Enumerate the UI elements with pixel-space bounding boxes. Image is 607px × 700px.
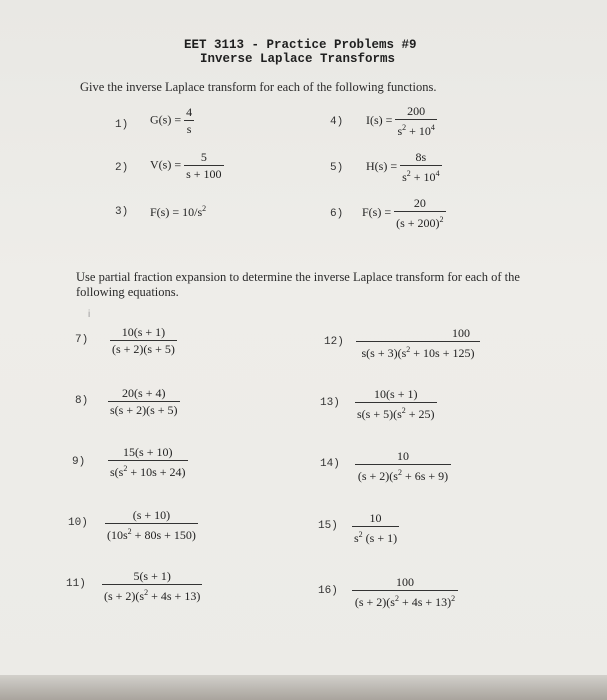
- equation-lhs: G(s) =: [150, 112, 182, 127]
- problem-number: 7): [75, 334, 89, 346]
- numerator: 5(s + 1): [102, 569, 202, 585]
- section1-instruction: Give the inverse Laplace transform for each of the following functions.: [80, 80, 437, 94]
- problem-number: 5): [330, 162, 344, 174]
- problem-number: 6): [330, 208, 344, 220]
- equation-lhs: H(s) =: [366, 158, 398, 173]
- problem-number: 3): [115, 206, 129, 218]
- denominator: $(s + 2)(s^2 + 4s + 13)$: [104, 588, 201, 603]
- problem-12-equation: [356, 326, 480, 360]
- numerator: 10(s + 1): [110, 325, 177, 341]
- numerator: 8s: [400, 150, 441, 166]
- numerator: 4: [186, 105, 193, 119]
- denominator: s(s + 2)(s + 5): [110, 403, 178, 417]
- problem-number: 15): [318, 520, 338, 532]
- numerator: 10: [355, 449, 451, 465]
- numerator: 10: [352, 511, 399, 527]
- problem-number: 10): [68, 517, 88, 529]
- numerator: 100: [352, 575, 458, 591]
- problem-number: 9): [72, 456, 86, 468]
- worksheet-title: EET 3113 - Practice Problems #9: [184, 38, 417, 52]
- equation-lhs: F(s) =: [362, 204, 392, 219]
- numerator: 100: [356, 326, 480, 342]
- denominator: $s^2 + 10^4$: [402, 169, 440, 184]
- numerator: (s + 10): [105, 508, 198, 524]
- numerator: 15(s + 10): [108, 445, 188, 461]
- problem-9-equation: [108, 445, 188, 479]
- denominator: $s(s + 5)(s^2 + 25)$: [357, 406, 435, 421]
- denominator: s: [186, 122, 192, 136]
- numerator: 200: [395, 104, 436, 120]
- denominator: $(s + 200)^2$: [396, 215, 444, 230]
- problem-14-equation: [355, 449, 451, 483]
- numerator: 10(s + 1): [355, 387, 437, 403]
- problem-number: 4): [330, 116, 344, 128]
- problem-number: 16): [318, 585, 338, 597]
- denominator: $(s + 2)(s^2 + 6s + 9)$: [357, 468, 449, 483]
- problem-6-equation: [362, 196, 446, 230]
- stray-pencil-mark: i: [88, 309, 91, 320]
- problem-number: 8): [75, 395, 89, 407]
- problem-13-equation: [355, 387, 437, 421]
- section2-instruction: Use partial fraction expansion to determine the inverse Laplace transform for each of the following equations.: [76, 270, 520, 299]
- problem-15-equation: [352, 511, 399, 545]
- problem-number: 14): [320, 458, 340, 470]
- denominator: $(10s^2 + 80s + 150)$: [107, 527, 196, 542]
- equation-lhs: V(s) =: [150, 157, 182, 172]
- problem-8-equation: [108, 386, 180, 417]
- numerator: 20(s + 4): [108, 386, 180, 402]
- problem-number: 13): [320, 397, 340, 409]
- denominator: $s^2$ (s + 1): [354, 530, 398, 545]
- problem-16-equation: [352, 575, 458, 609]
- problem-number: 2): [115, 162, 129, 174]
- problem-11-equation: [102, 569, 202, 603]
- problem-3-equation: [150, 204, 206, 220]
- numerator: 20: [394, 196, 445, 212]
- denominator: $s^2 + 10^4$: [397, 123, 435, 138]
- page-bottom-shadow: [0, 675, 607, 700]
- problem-number: 11): [66, 578, 86, 590]
- worksheet-subtitle: Inverse Laplace Transforms: [200, 52, 396, 66]
- denominator: (s + 2)(s + 5): [112, 342, 175, 356]
- denominator: $s(s^2 + 10s + 24)$: [110, 464, 186, 479]
- denominator: $s(s + 3)(s^2 + 10s + 125)$: [361, 345, 475, 360]
- problem-number: 1): [115, 119, 129, 131]
- equation-expression: F(s) = 10/s: [150, 205, 203, 219]
- problem-10-equation: [105, 508, 198, 542]
- equation-lhs: I(s) =: [366, 112, 393, 127]
- problem-number: 12): [324, 336, 344, 348]
- problem-5-equation: [366, 150, 442, 184]
- problem-1-equation: [150, 105, 194, 136]
- exponent: 2: [202, 204, 207, 213]
- numerator: 5: [184, 150, 223, 166]
- denominator: $(s + 2)(s^2 + 4s + 13)^2$: [354, 594, 456, 609]
- problem-7-equation: [110, 325, 177, 356]
- problem-2-equation: [150, 150, 224, 181]
- denominator: s + 100: [186, 167, 222, 181]
- problem-4-equation: [366, 104, 437, 138]
